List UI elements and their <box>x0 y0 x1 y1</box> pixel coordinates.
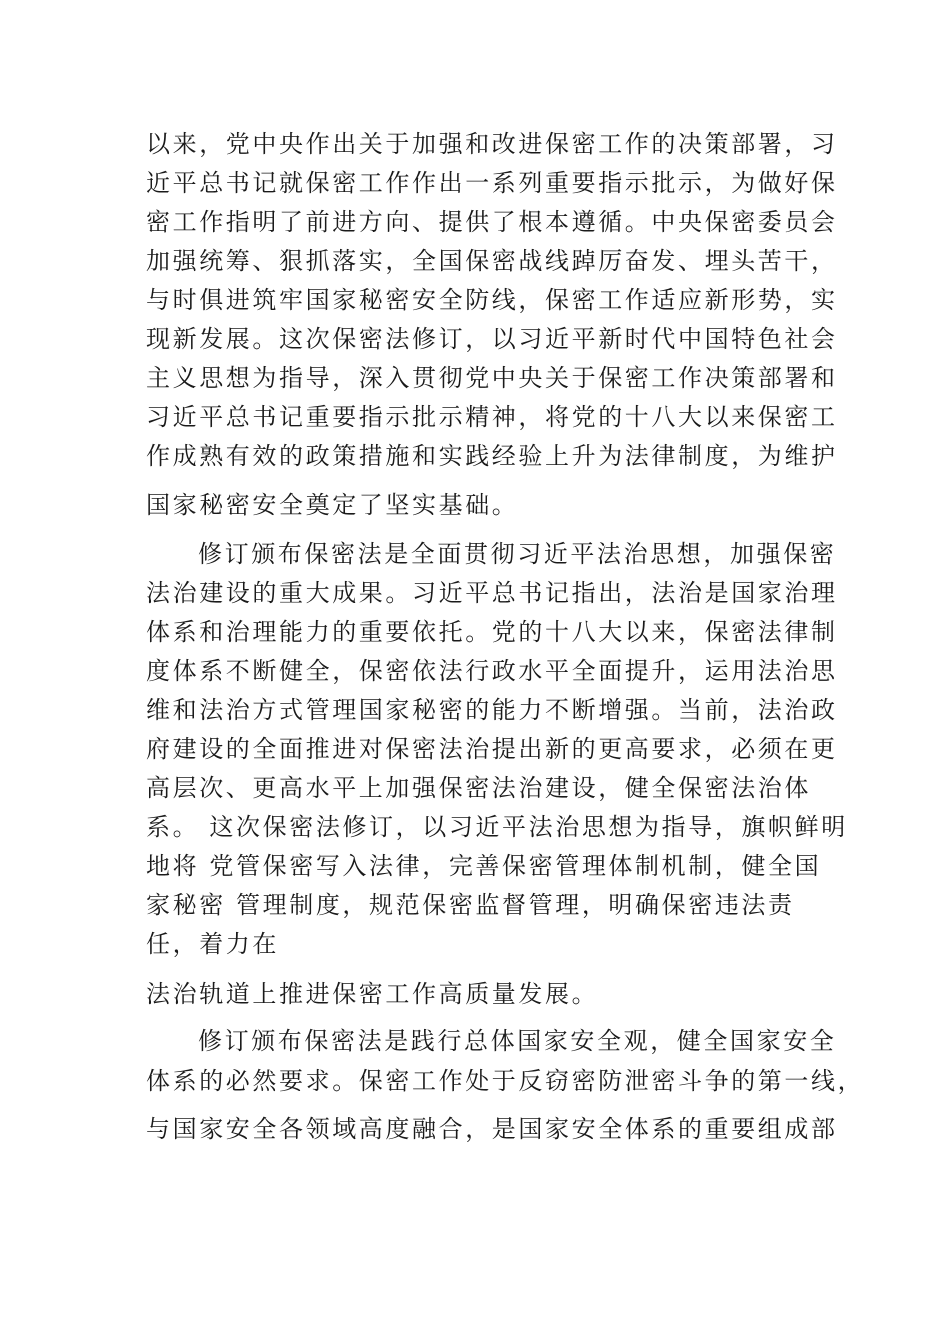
paragraph-2-line-8: 系。 这次保密法修订，以习近平法治思想为指导，旗帜鲜明 <box>146 813 848 841</box>
paragraph-1-line-2: 近平总书记就保密工作作出一系列重要指示批示，为做好保 <box>146 169 838 197</box>
paragraph-1-line-6: 现新发展。这次保密法修订，以习近平新时代中国特色社会 <box>146 325 838 353</box>
paragraph-2-line-12: 法治轨道上推进保密工作高质量发展。 <box>146 980 599 1008</box>
paragraph-1-line-8: 习近平总书记重要指示批示精神，将党的十八大以来保密工 <box>146 403 838 431</box>
paragraph-2-line-11: 任，着力在 <box>146 930 279 958</box>
paragraph-1-line-4: 加强统筹、狠抓落实，全国保密战线踔厉奋发、埋头苦干， <box>146 247 838 275</box>
paragraph-2-line-3: 体系和治理能力的重要依托。党的十八大以来，保密法律制 <box>146 618 838 646</box>
paragraph-2-line-2: 法治建设的重大成果。习近平总书记指出，法治是国家治理 <box>146 579 838 607</box>
paragraph-3-line-3: 与国家安全各领域高度融合，是国家安全体系的重要组成部 <box>146 1115 838 1143</box>
paragraph-1-line-5: 与时俱进筑牢国家秘密安全防线，保密工作适应新形势，实 <box>146 286 838 314</box>
paragraph-2-line-5: 维和法治方式管理国家秘密的能力不断增强。当前，法治政 <box>146 696 838 724</box>
paragraph-2-line-6: 府建设的全面推进对保密法治提出新的更高要求，必须在更 <box>146 735 838 763</box>
paragraph-1-line-1: 以来，党中央作出关于加强和改进保密工作的决策部署，习 <box>146 130 838 158</box>
paragraph-1-line-7: 主义思想为指导，深入贯彻党中央关于保密工作决策部署和 <box>146 364 838 392</box>
paragraph-3-line-1: 修订颁布保密法是践行总体国家安全观，健全国家安全 <box>198 1027 837 1055</box>
paragraph-1-line-10: 国家秘密安全奠定了坚实基础。 <box>146 491 519 519</box>
paragraph-2-line-4: 度体系不断健全，保密依法行政水平全面提升，运用法治思 <box>146 657 838 685</box>
paragraph-3-line-2: 体系的必然要求。保密工作处于反窃密防泄密斗争的第一线， <box>146 1067 865 1095</box>
paragraph-2-line-9: 地将 党管保密写入法律，完善保密管理体制机制，健全国 <box>146 852 822 880</box>
paragraph-2-line-10: 家秘密 管理制度，规范保密监督管理，明确保密违法责 <box>146 891 795 919</box>
paragraph-1-line-3: 密工作指明了前进方向、提供了根本遵循。中央保密委员会 <box>146 208 838 236</box>
paragraph-1-line-9: 作成熟有效的政策措施和实践经验上升为法律制度，为维护 <box>146 442 838 470</box>
paragraph-2-line-1: 修订颁布保密法是全面贯彻习近平法治思想，加强保密 <box>198 540 837 568</box>
paragraph-2-line-7: 高层次、更高水平上加强保密法治建设，健全保密法治体 <box>146 774 811 802</box>
